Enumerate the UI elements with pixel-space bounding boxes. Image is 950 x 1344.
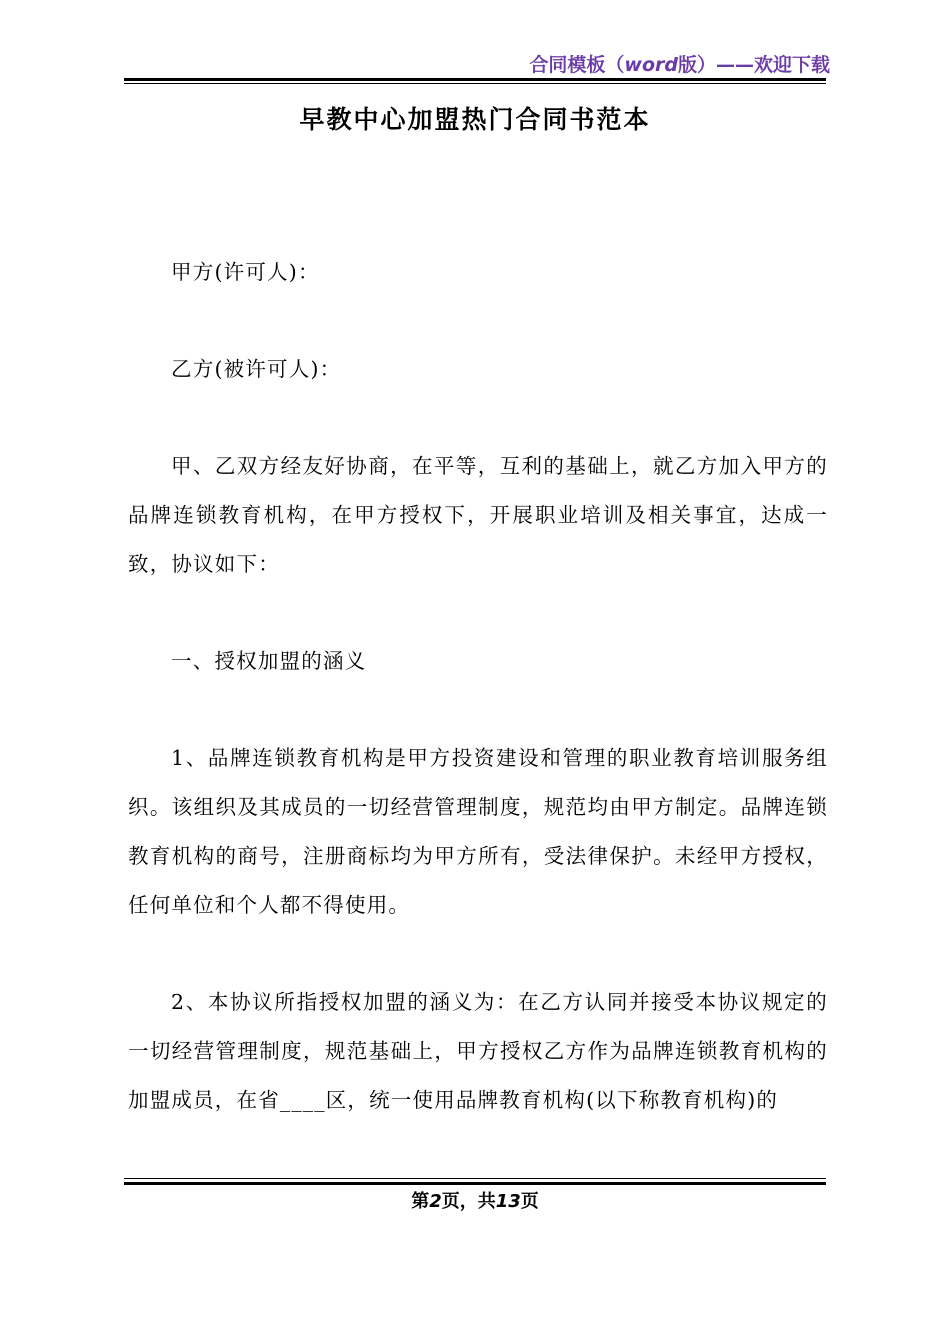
party-a-line: 甲方(许可人)： bbox=[171, 260, 320, 284]
header-rule-thin bbox=[124, 83, 826, 84]
section-heading: 一、授权加盟的涵义 bbox=[171, 649, 367, 673]
footer-suffix: 页 bbox=[520, 1191, 539, 1212]
header-prefix: 合同模板（ bbox=[529, 54, 625, 76]
page-number bbox=[0, 1187, 950, 1213]
document-title: 早教中心加盟热门合同书范本 bbox=[299, 105, 651, 134]
footer-rule-thin bbox=[124, 1178, 826, 1179]
header-banner bbox=[529, 50, 830, 77]
footer-prefix: 第 bbox=[411, 1191, 430, 1212]
header-rule-thick bbox=[124, 78, 826, 81]
header-word: word bbox=[624, 54, 678, 76]
clause-2: 2、本协议所指授权加盟的涵义为：在乙方认同并接受本协议规定的一切经营管理制度，规范基础上，甲方授权乙方作为品牌连锁教育机构的加盟成员，在省____区，统一使用品牌教育机构(以下称教育机构)的 bbox=[128, 990, 828, 1112]
clause-1: 1、品牌连锁教育机构是甲方投资建设和管理的职业教育培训服务组织。该组织及其成员的一切经营管理制度，规范均由甲方制定。品牌连锁教育机构的商号，注册商标均为甲方所有，受法律保护。未经甲方授权，任何单位和个人都不得使用。 bbox=[128, 746, 828, 917]
current-page: 2 bbox=[429, 1191, 442, 1212]
party-b-line: 乙方(被许可人)： bbox=[171, 357, 342, 381]
footer-rule-thick bbox=[124, 1182, 826, 1185]
document-body bbox=[128, 248, 828, 1173]
preamble-paragraph: 甲、乙双方经友好协商，在平等，互利的基础上，就乙方加入甲方的品牌连锁教育机构，在甲方授权下，开展职业培训及相关事宜，达成一致，协议如下： bbox=[128, 454, 828, 576]
total-pages: 13 bbox=[495, 1191, 521, 1212]
footer-middle: 页，共 bbox=[441, 1191, 496, 1212]
header-suffix: 版）——欢迎下载 bbox=[677, 54, 830, 76]
